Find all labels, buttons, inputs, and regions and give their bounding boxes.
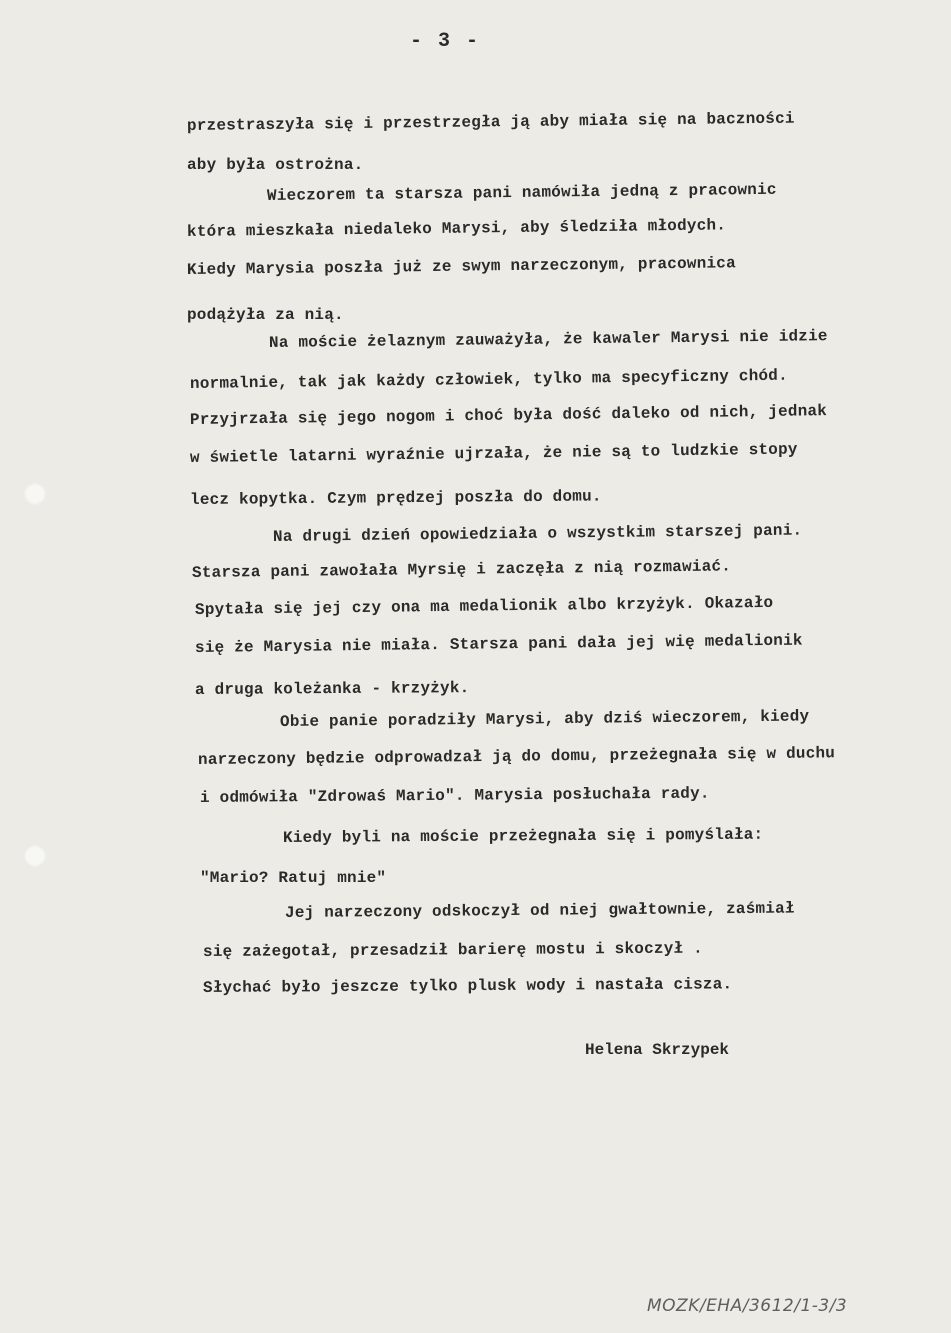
text-line: Jej narzeczony odskoczył od niej gwałtownie, zaśmiał	[284, 899, 795, 922]
text-line: Spytała się jej czy ona ma medalionik albo krzyżyk. Okazało	[194, 593, 774, 619]
text-line: normalnie, tak jak każdy człowiek, tylko ma specyficzny chód.	[189, 366, 788, 393]
text-line: "Mario? Ratuj mnie"	[200, 869, 387, 887]
text-line: podążyła za nią.	[187, 306, 344, 324]
text-line: Obie panie poradziły Marysi, aby dziś wieczorem, kiedy	[279, 707, 810, 731]
punch-hole-top	[24, 483, 46, 505]
author-signature: Helena Skrzypek	[585, 1041, 730, 1059]
text-line: w świetle latarni wyraźnie ujrzała, że nie są to ludzkie stopy	[189, 440, 798, 467]
text-line: się że Marysia nie miała. Starsza pani dała jej wię medalionik	[194, 631, 803, 657]
text-line: Wieczorem ta starsza pani namówiła jedną z pracownic	[266, 180, 777, 205]
text-line: Na moście żelaznym zauważyła, że kawaler Marysi nie idzie	[268, 327, 828, 352]
text-line: Kiedy byli na moście przeżegnała się i pomyślała:	[282, 825, 764, 847]
text-line: Słychać było jeszcze tylko plusk wody i nastała cisza.	[202, 975, 733, 997]
text-line: Kiedy Marysia poszła już ze swym narzeczonym, pracownica	[186, 254, 736, 279]
text-line: aby była ostrożna.	[187, 156, 364, 174]
text-line: przestraszyła się i przestrzegła ją aby miała się na baczności	[186, 109, 795, 135]
text-line: a druga koleżanka - krzyżyk.	[194, 679, 470, 699]
text-line: Przyjrzała się jego nogom i choć była dość daleko od nich, jednak	[189, 402, 828, 429]
text-line: i odmówiła "Zdrowaś Mario". Marysia posłuchała rady.	[199, 784, 710, 807]
text-line: narzeczony będzie odprowadzał ją do domu, przeżegnała się w duchu	[197, 744, 836, 769]
text-line: która mieszkała niedaleko Marysi, aby śledziła młodych.	[186, 216, 727, 241]
text-line: lecz kopytka. Czym prędzej poszła do domu.	[189, 487, 602, 509]
text-line: Na drugi dzień opowiedziała o wszystkim starszej pani.	[272, 521, 803, 546]
archive-reference: MOZK/EHA/3612/1-3/3	[647, 1296, 848, 1316]
punch-hole-bottom	[24, 845, 46, 867]
text-line: się zażegotał, przesadził barierę mostu i skoczył .	[202, 939, 703, 961]
page-number: - 3 -	[410, 30, 481, 53]
text-line: Starsza pani zawołała Myrsię i zaczęła z nią rozmawiać.	[191, 557, 732, 582]
